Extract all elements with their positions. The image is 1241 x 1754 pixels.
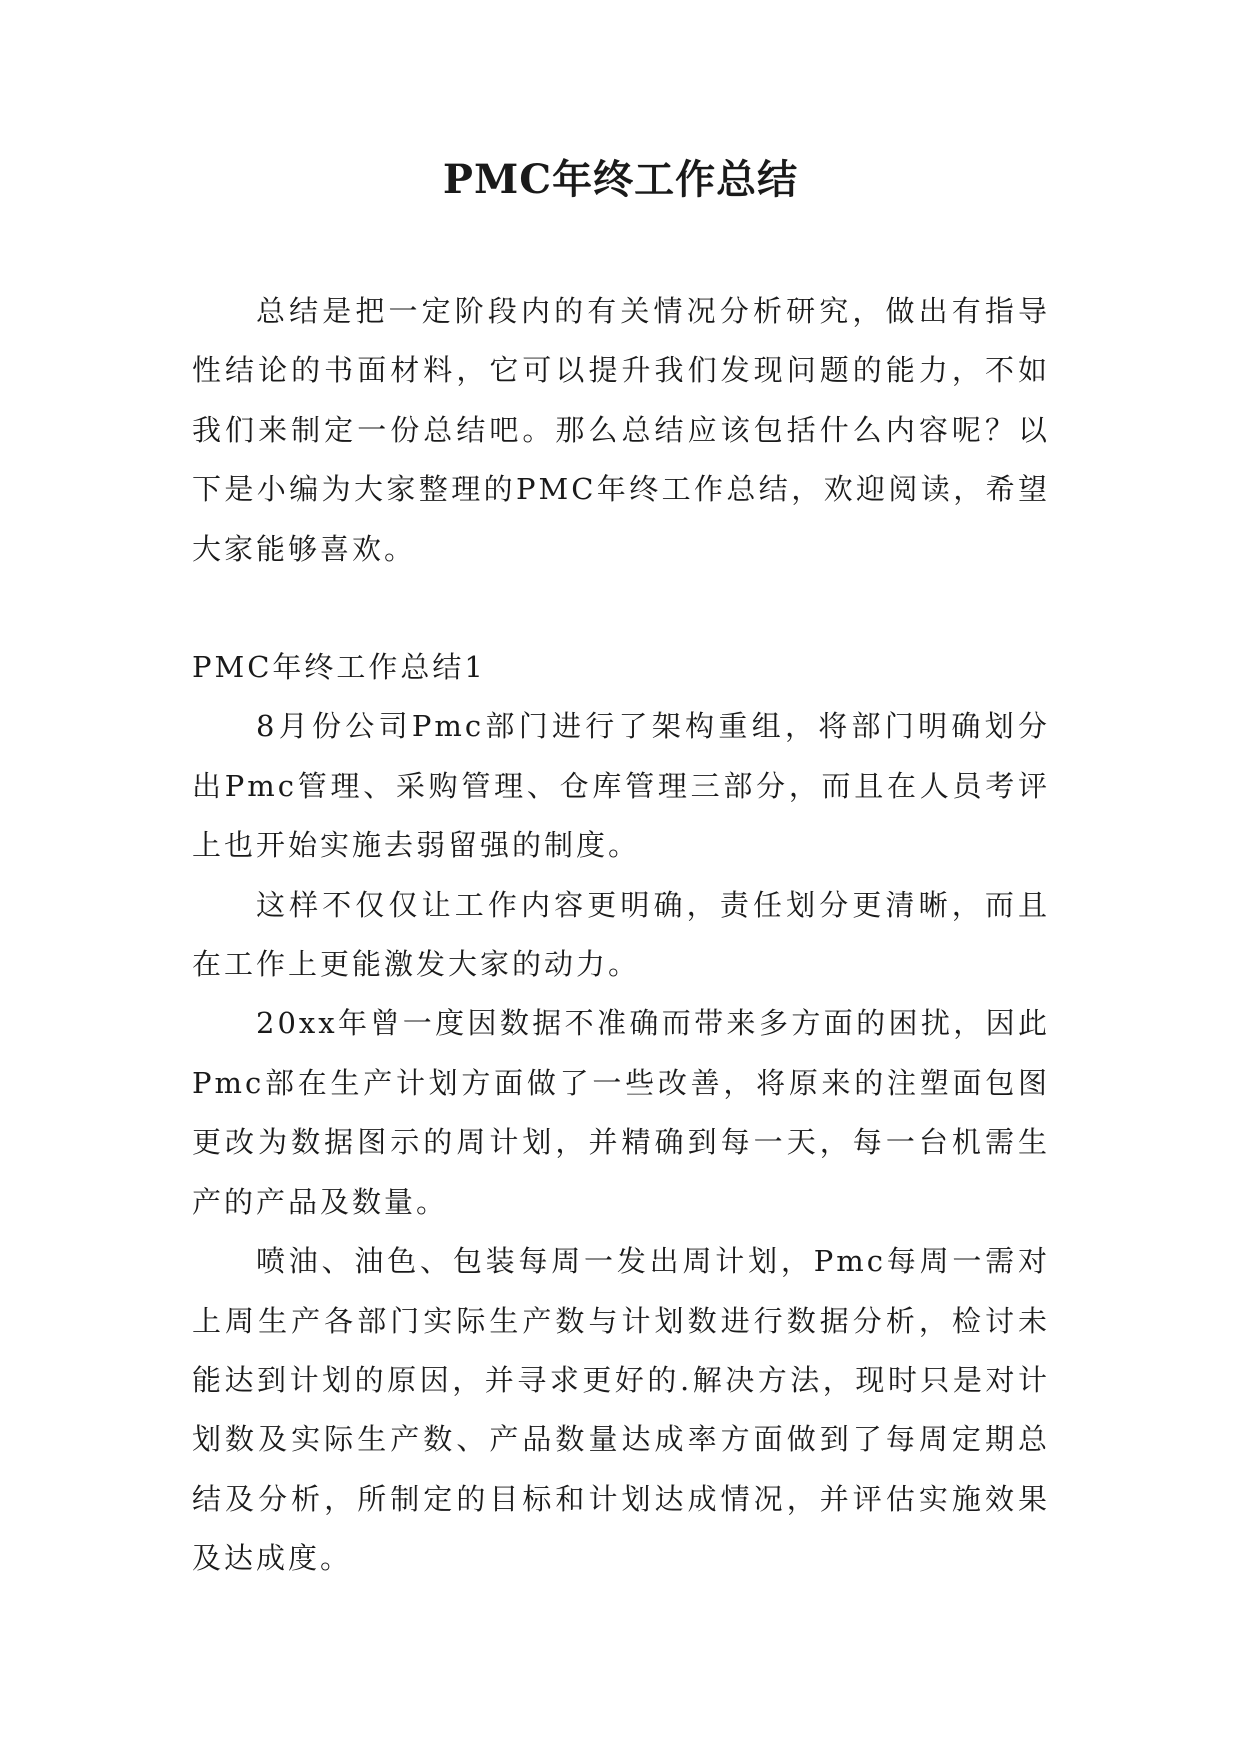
body-paragraph: 这样不仅仅让工作内容更明确，责任划分更清晰，而且在工作上更能激发大家的动力。 — [192, 887, 1050, 982]
document-title: PMC年终工作总结 — [442, 156, 799, 203]
section-heading: PMC年终工作总结1 — [192, 650, 486, 685]
intro-paragraph: 总结是把一定阶段内的有关情况分析研究，做出有指导性结论的书面材料，它可以提升我们发现问题的能力，不如我们来制定一份总结吧。那么总结应该包括什么内容呢？以下是小编为大家整理的PMC年终工作总结，欢迎阅读，希望大家能够喜欢。 — [192, 294, 1050, 566]
document-body — [192, 282, 1050, 1589]
body-paragraph: 喷油、油色、包装每周一发出周计划，Pmc每周一需对上周生产各部门实际生产数与计划数进行数据分析，检讨未能达到计划的原因，并寻求更好的.解决方法，现时只是对计划数及实际生产数、产品数量达成率方面做到了每周定期总结及分析，所制定的目标和计划达成情况，并评估实施效果及达成度。 — [192, 1244, 1050, 1576]
body-paragraph: 20xx年曾一度因数据不准确而带来多方面的困扰，因此Pmc部在生产计划方面做了一些改善，将原来的注塑面包图更改为数据图示的周计划，并精确到每一天，每一台机需生产的产品及数量。 — [192, 1006, 1050, 1219]
body-paragraph: 8月份公司Pmc部门进行了架构重组，将部门明确划分出Pmc管理、采购管理、仓库管理三部分，而且在人员考评上也开始实施去弱留强的制度。 — [192, 709, 1050, 863]
